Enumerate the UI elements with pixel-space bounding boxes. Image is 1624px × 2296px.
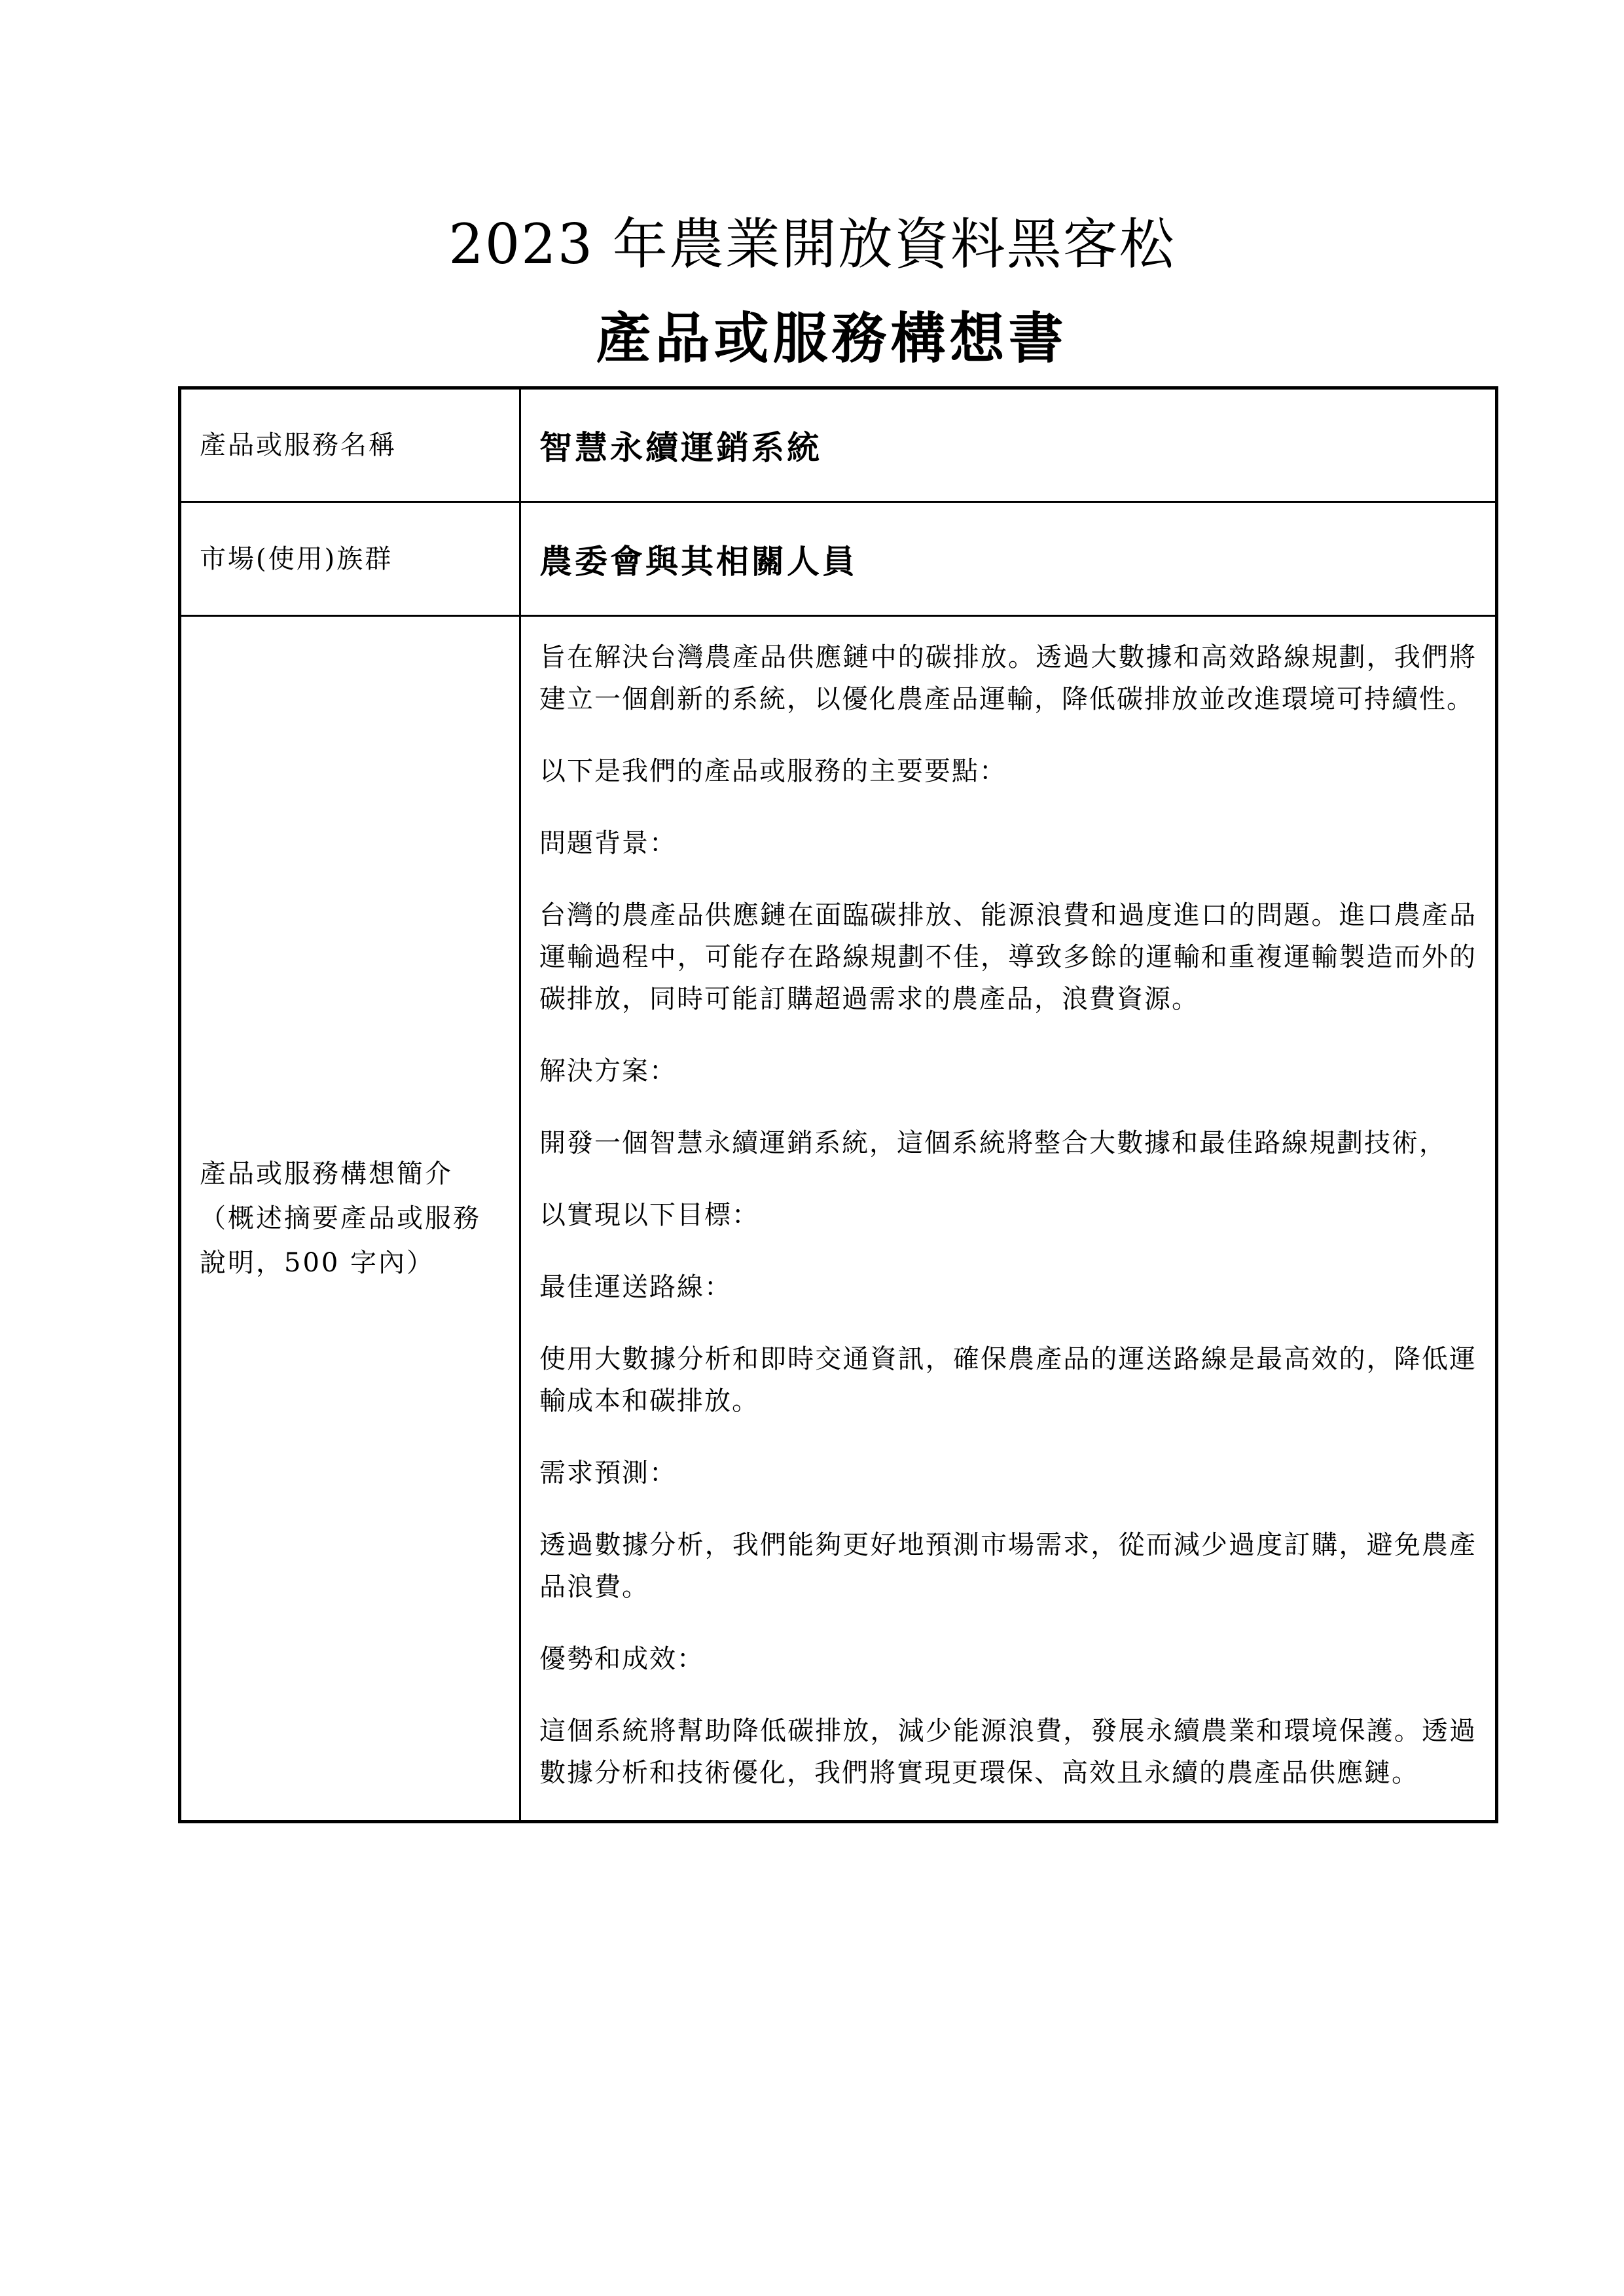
market-group-value: 農委會與其相關人員 — [520, 502, 1497, 616]
description-paragraph: 使用大數據分析和即時交通資訊，確保農產品的運送路線是最高效的，降低運輸成本和碳排放。 — [539, 1344, 1477, 1416]
description-body — [520, 616, 1497, 1822]
product-name-label: 產品或服務名稱 — [180, 388, 520, 502]
description-paragraph: 開發一個智慧永續運銷系統，這個系統將整合大數據和最佳路線規劃技術， — [539, 1128, 1447, 1158]
description-paragraph: 這個系統將幫助降低碳排放，減少能源浪費，發展永續農業和環境保護。透過數據分析和技術優化，我們將實現更環保、高效且永續的農產品供應鏈。 — [539, 1716, 1477, 1788]
description-heading: 問題背景： — [539, 828, 677, 858]
market-group-label: 市場(使用)族群 — [180, 502, 520, 616]
document-title: 2023 年農業開放資料黑客松 — [448, 212, 1176, 276]
description-heading: 需求預測： — [539, 1458, 677, 1488]
description-paragraph: 台灣的農產品供應鏈在面臨碳排放、能源浪費和過度進口的問題。進口農產品運輸過程中，可能存在路線規劃不佳，導致多餘的運輸和重複運輸製造而外的碳排放，同時可能訂購超過需求的農產品，浪費資源。 — [539, 900, 1477, 1014]
description-heading: 優勢和成效： — [539, 1644, 704, 1674]
document-subtitle: 產品或服務構想書 — [596, 306, 1068, 371]
product-name-value: 智慧永續運銷系統 — [520, 388, 1497, 502]
description-heading: 最佳運送路線： — [539, 1272, 732, 1302]
description-row — [180, 616, 1497, 1822]
proposal-form-table — [178, 386, 1498, 1823]
market-group-row — [180, 502, 1497, 616]
description-paragraph: 以下是我們的產品或服務的主要要點： — [539, 756, 1007, 786]
product-name-row — [180, 388, 1497, 502]
description-label: 產品或服務構想簡介（概述摘要產品或服務說明，500 字內） — [180, 616, 520, 1822]
description-paragraph: 透過數據分析，我們能夠更好地預測市場需求，從而減少過度訂購，避免農產品浪費。 — [539, 1530, 1477, 1602]
description-paragraph: 以實現以下目標： — [539, 1200, 759, 1230]
description-paragraph: 旨在解決台灣農產品供應鏈中的碳排放。透過大數據和高效路線規劃，我們將建立一個創新的系統，以優化農產品運輸，降低碳排放並改進環境可持續性。 — [539, 642, 1477, 714]
description-heading: 解決方案： — [539, 1056, 677, 1086]
